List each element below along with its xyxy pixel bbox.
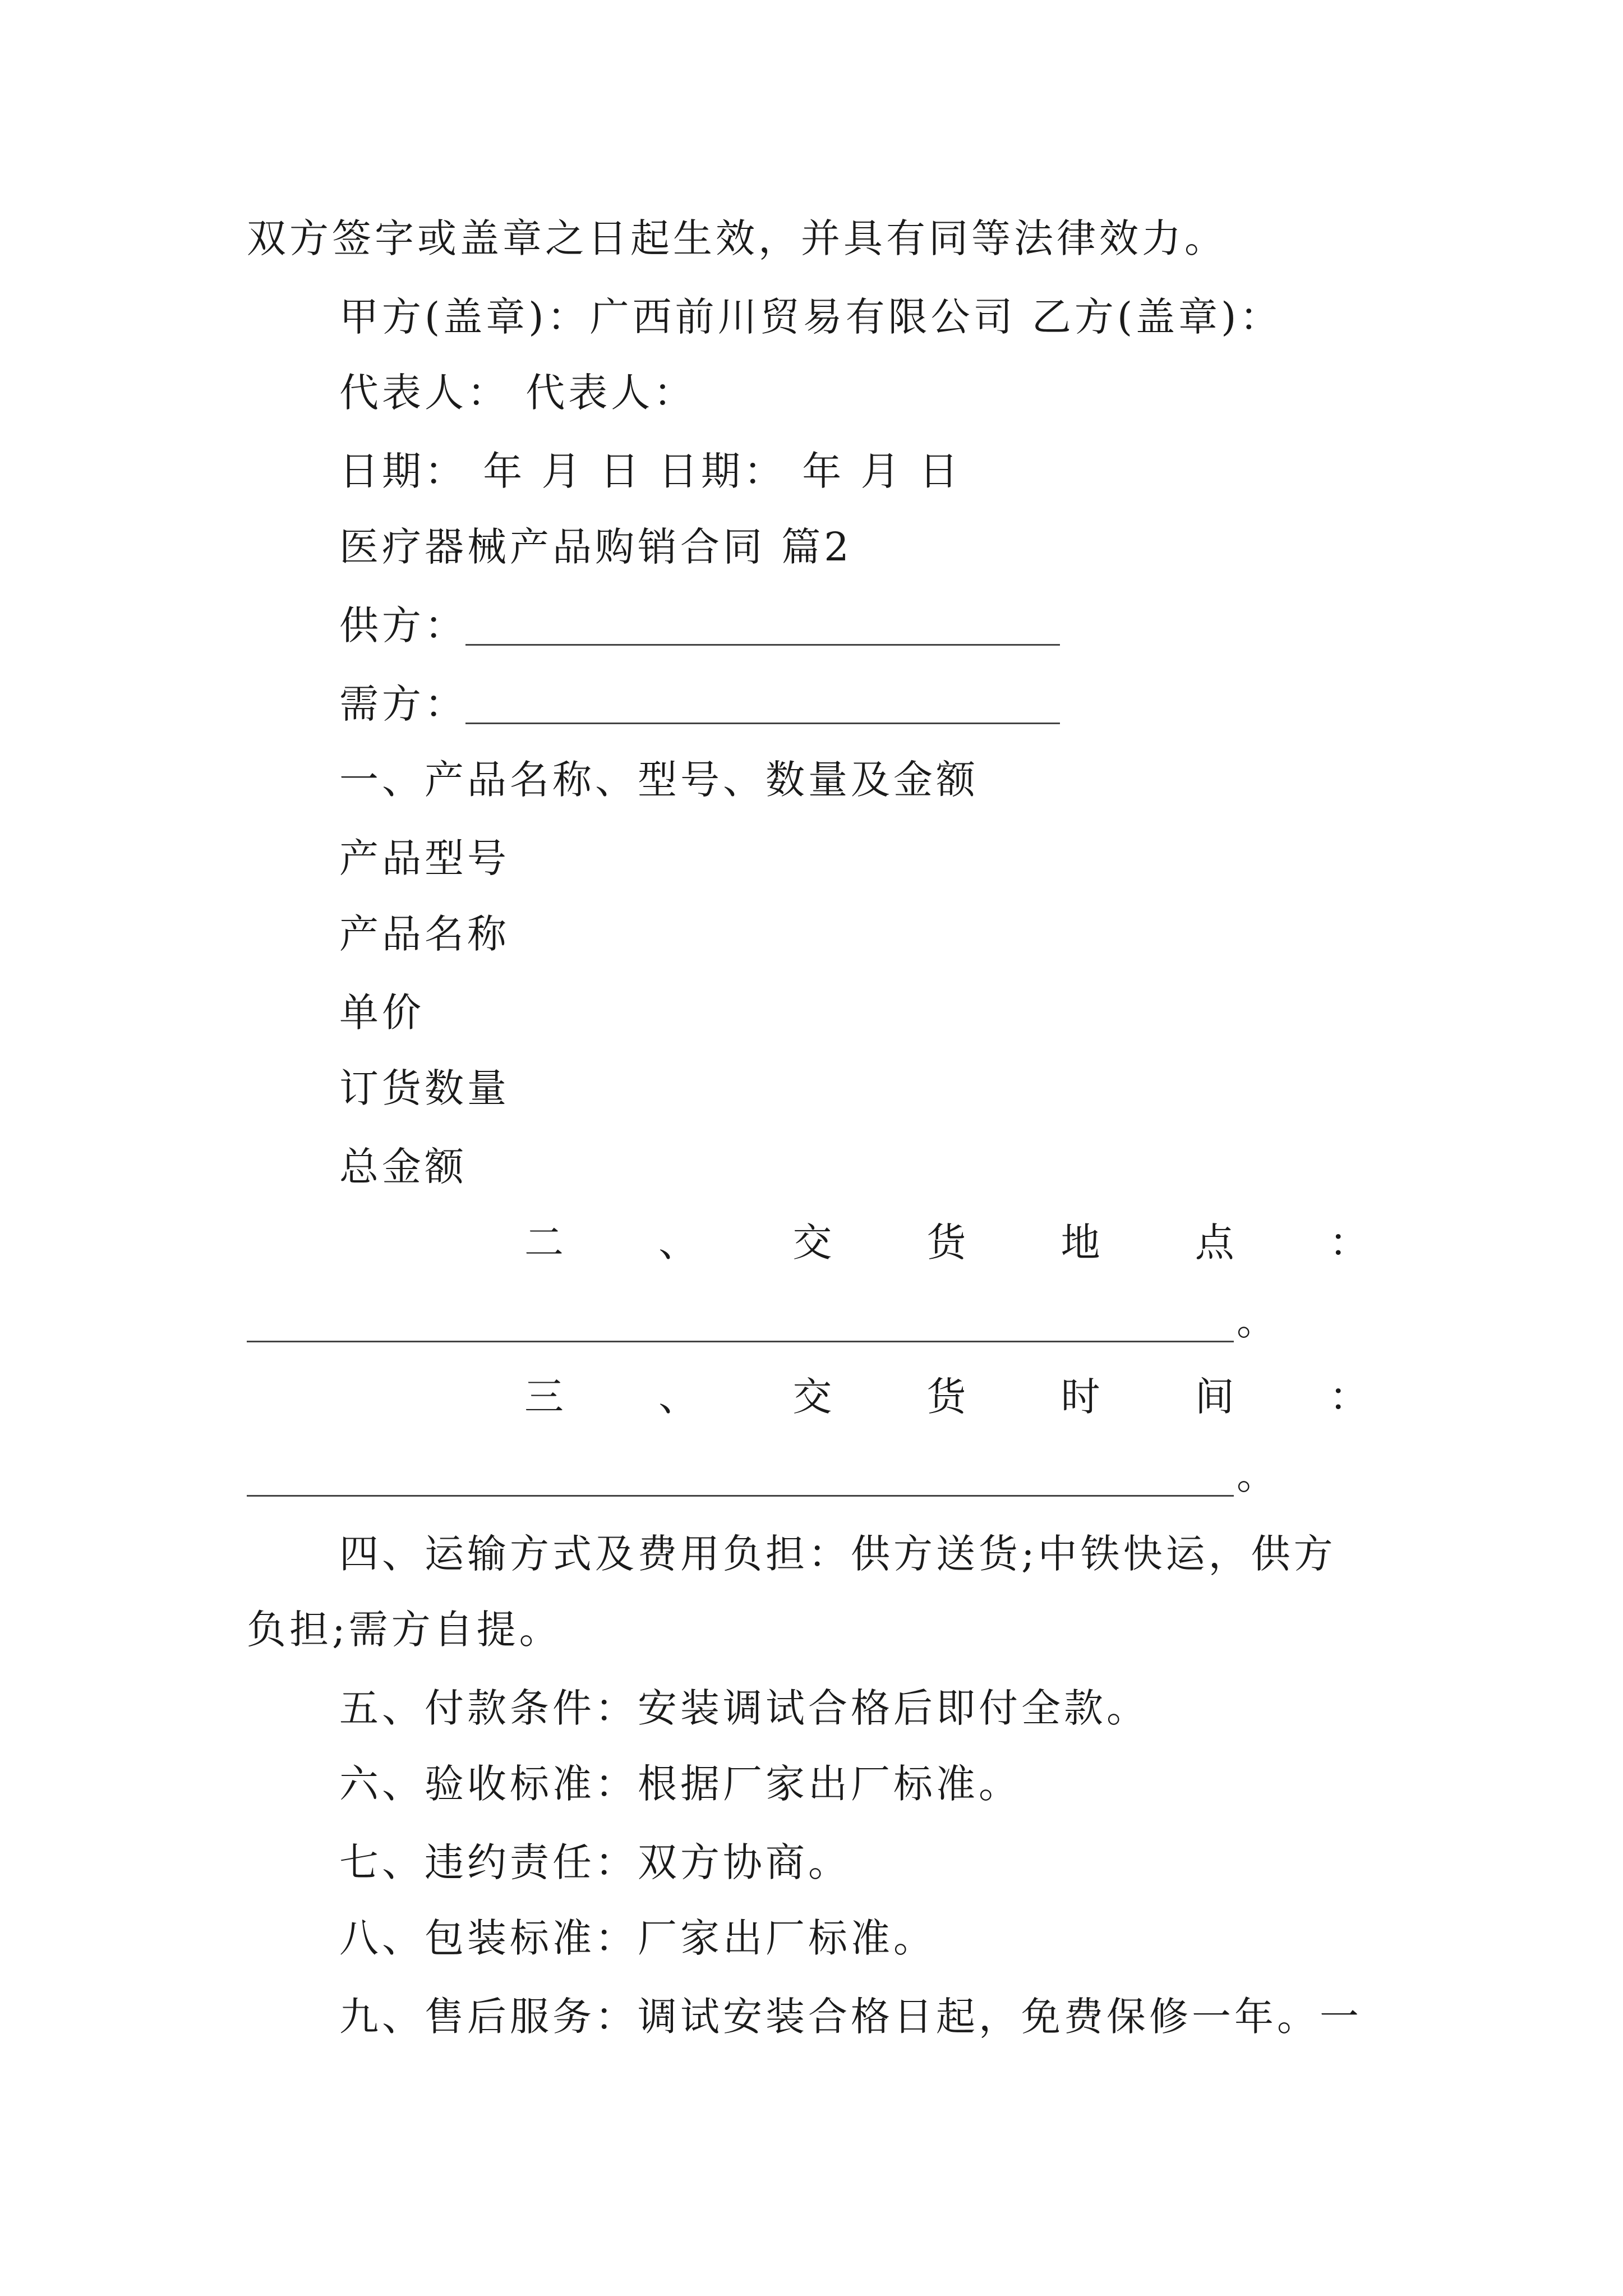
- order-quantity-label: 订货数量: [339, 1065, 510, 1111]
- product-name-label: 产品名称: [339, 911, 510, 957]
- heading-char: 三: [524, 1374, 564, 1420]
- delivery-time-blank: [247, 1495, 1234, 1497]
- section-title: 医疗器械产品购销合同 篇2: [339, 524, 852, 570]
- total-amount-label: 总金额: [339, 1144, 467, 1190]
- heading-char: 时: [1061, 1374, 1100, 1420]
- text-line: 双方签字或盖章之日起生效，并具有同等法律效力。: [247, 215, 1227, 261]
- delivery-place-heading: [524, 1217, 1368, 1268]
- heading-char: 、: [658, 1220, 698, 1266]
- acceptance-clause: 六、验收标准：根据厂家出厂标准。: [339, 1761, 1021, 1807]
- unit-price-label: 单价: [339, 990, 425, 1036]
- clause-heading: 一、产品名称、型号、数量及金额: [339, 757, 979, 803]
- delivery-time-end: 。: [1237, 1452, 1276, 1498]
- heading-char: 交: [792, 1220, 832, 1266]
- heading-char: 间: [1195, 1374, 1234, 1420]
- representative-line: 代表人： 代表人：: [339, 370, 697, 416]
- heading-char: 点: [1195, 1220, 1234, 1266]
- supplier-blank: [465, 644, 1060, 646]
- transport-clause-continued: 负担;需方自提。: [247, 1607, 562, 1653]
- heading-char: 、: [658, 1374, 698, 1420]
- packaging-clause: 八、包装标准：厂家出厂标准。: [339, 1915, 936, 1961]
- heading-char: 二: [524, 1220, 564, 1266]
- heading-char: ：: [1329, 1374, 1368, 1420]
- heading-char: 货: [926, 1374, 966, 1420]
- after-sales-clause: 九、售后服务：调试安装合格日起，免费保修一年。一: [339, 1994, 1362, 2040]
- date-line: 日期： 年 月 日 日期： 年 月 日: [339, 448, 962, 494]
- heading-char: 货: [926, 1220, 966, 1266]
- delivery-place-end: 。: [1237, 1298, 1276, 1344]
- delivery-time-heading: [524, 1372, 1368, 1422]
- signature-line: 甲方(盖章)：广西前川贸易有限公司 乙方(盖章)：: [339, 294, 1283, 340]
- payment-clause: 五、付款条件：安装调试合格后即付全款。: [339, 1685, 1149, 1731]
- transport-clause: 四、运输方式及费用负担：供方送货;中铁快运，供方: [339, 1531, 1336, 1577]
- supplier-label: 供方：: [339, 602, 467, 648]
- product-model-label: 产品型号: [339, 835, 510, 881]
- buyer-blank: [465, 723, 1060, 724]
- breach-clause: 七、违约责任：双方协商。: [339, 1839, 851, 1885]
- buyer-label: 需方：: [339, 681, 467, 727]
- heading-char: 地: [1061, 1220, 1100, 1266]
- heading-char: ：: [1329, 1220, 1368, 1266]
- heading-char: 交: [792, 1374, 832, 1420]
- delivery-place-blank: [247, 1341, 1234, 1342]
